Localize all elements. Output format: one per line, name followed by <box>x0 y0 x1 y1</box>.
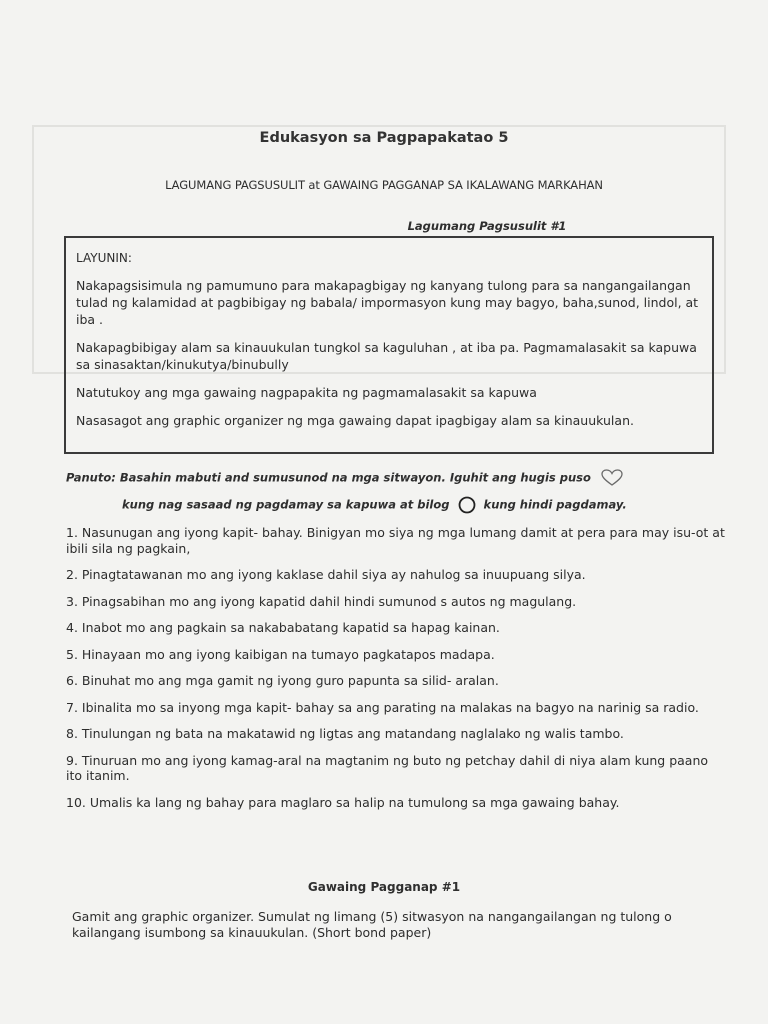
performance-task-text: Gamit ang graphic organizer. Sumulat ng limang (5) sitwasyon na nangangailangan ng tulong o kailangang isumbong sa kinauukulan. (Short bond paper) <box>72 909 672 940</box>
objective-item: Nakapagbibigay alam sa kinauukulan tungkol sa kaguluhan , at iba pa. Pagmamalasakit sa kapuwa sa sinasaktan/kinukutya/binubully <box>76 340 697 372</box>
instructions-text-2b: kung hindi pagdamay. <box>483 497 627 512</box>
objective-item: Natutukoy ang mga gawaing nagpapakita ng pagmamalasakit sa kapuwa <box>76 385 537 400</box>
instructions-text-2a: kung nag sasaad ng pagdamay sa kapuwa at bilog <box>122 497 450 512</box>
quiz-title: Lagumang Pagsusulit #1 <box>407 219 567 233</box>
instructions-text-1: Panuto: Basahin mabuti and sumusunod na mga sitwayon. Iguhit ang hugis puso <box>66 470 591 485</box>
performance-task-title: Gawaing Pagganap #1 <box>307 880 461 894</box>
question-item: 9. Tinuruan mo ang iyong kamag-aral na magtanim ng buto ng petchay dahil di niya alam kung paano ito itanim. <box>66 752 709 783</box>
objective-item: Nakapagsisimula ng pamumuno para makapagbigay ng kanyang tulong para sa nangangailangan tulad ng kalamidad at pagbibigay ng babala/ impormasyon kung may bagyo, baha,sunod, lindol, at iba . <box>76 278 699 327</box>
document-subtitle: LAGUMANG PAGSUSULIT at GAWAING PAGGANAP SA IKALAWANG MARKAHAN <box>165 178 603 192</box>
objectives-box <box>64 236 714 454</box>
heart-icon <box>601 469 623 487</box>
question-item: 6. Binuhat mo ang mga gamit ng iyong guro papunta sa silid- aralan. <box>66 673 499 688</box>
objective-item: Nasasagot ang graphic organizer ng mga gawaing dapat ipagbigay alam sa kinauukulan. <box>76 413 634 428</box>
question-item: 2. Pinagtatawanan mo ang iyong kaklase dahil siya ay nahulog sa inuupuang silya. <box>66 567 586 582</box>
objectives-heading: LAYUNIN: <box>76 251 132 265</box>
question-item: 10. Umalis ka lang ng bahay para maglaro sa halip na tumulong sa mga gawaing bahay. <box>66 794 620 810</box>
question-item: 3. Pinagsabihan mo ang iyong kapatid dahil hindi sumunod s autos ng magulang. <box>66 593 577 609</box>
question-item: 8. Tinulungan ng bata na makatawid ng ligtas ang matandang naglalako ng walis tambo. <box>66 726 624 741</box>
question-item: 4. Inabot mo ang pagkain sa nakababatang kapatid sa hapag kainan. <box>66 620 500 635</box>
question-item: 5. Hinayaan mo ang iyong kaibigan na tumayo pagkatapos madapa. <box>66 646 495 662</box>
question-item: 7. Ibinalita mo sa inyong mga kapit- bahay sa ang parating na malakas na bagyo na narinig sa radio. <box>66 699 699 715</box>
question-list <box>66 525 726 821</box>
instructions-line-2 <box>122 496 722 514</box>
document-title: Edukasyon sa Pagpapakatao 5 <box>259 130 509 146</box>
circle-icon <box>458 496 476 514</box>
instructions-line-1 <box>66 469 706 487</box>
question-item: 1. Nasunugan ang iyong kapit- bahay. Binigyan mo siya ng mga lumang damit at pera para may isu-ot at ibili sila ng pagkain, <box>66 525 725 556</box>
